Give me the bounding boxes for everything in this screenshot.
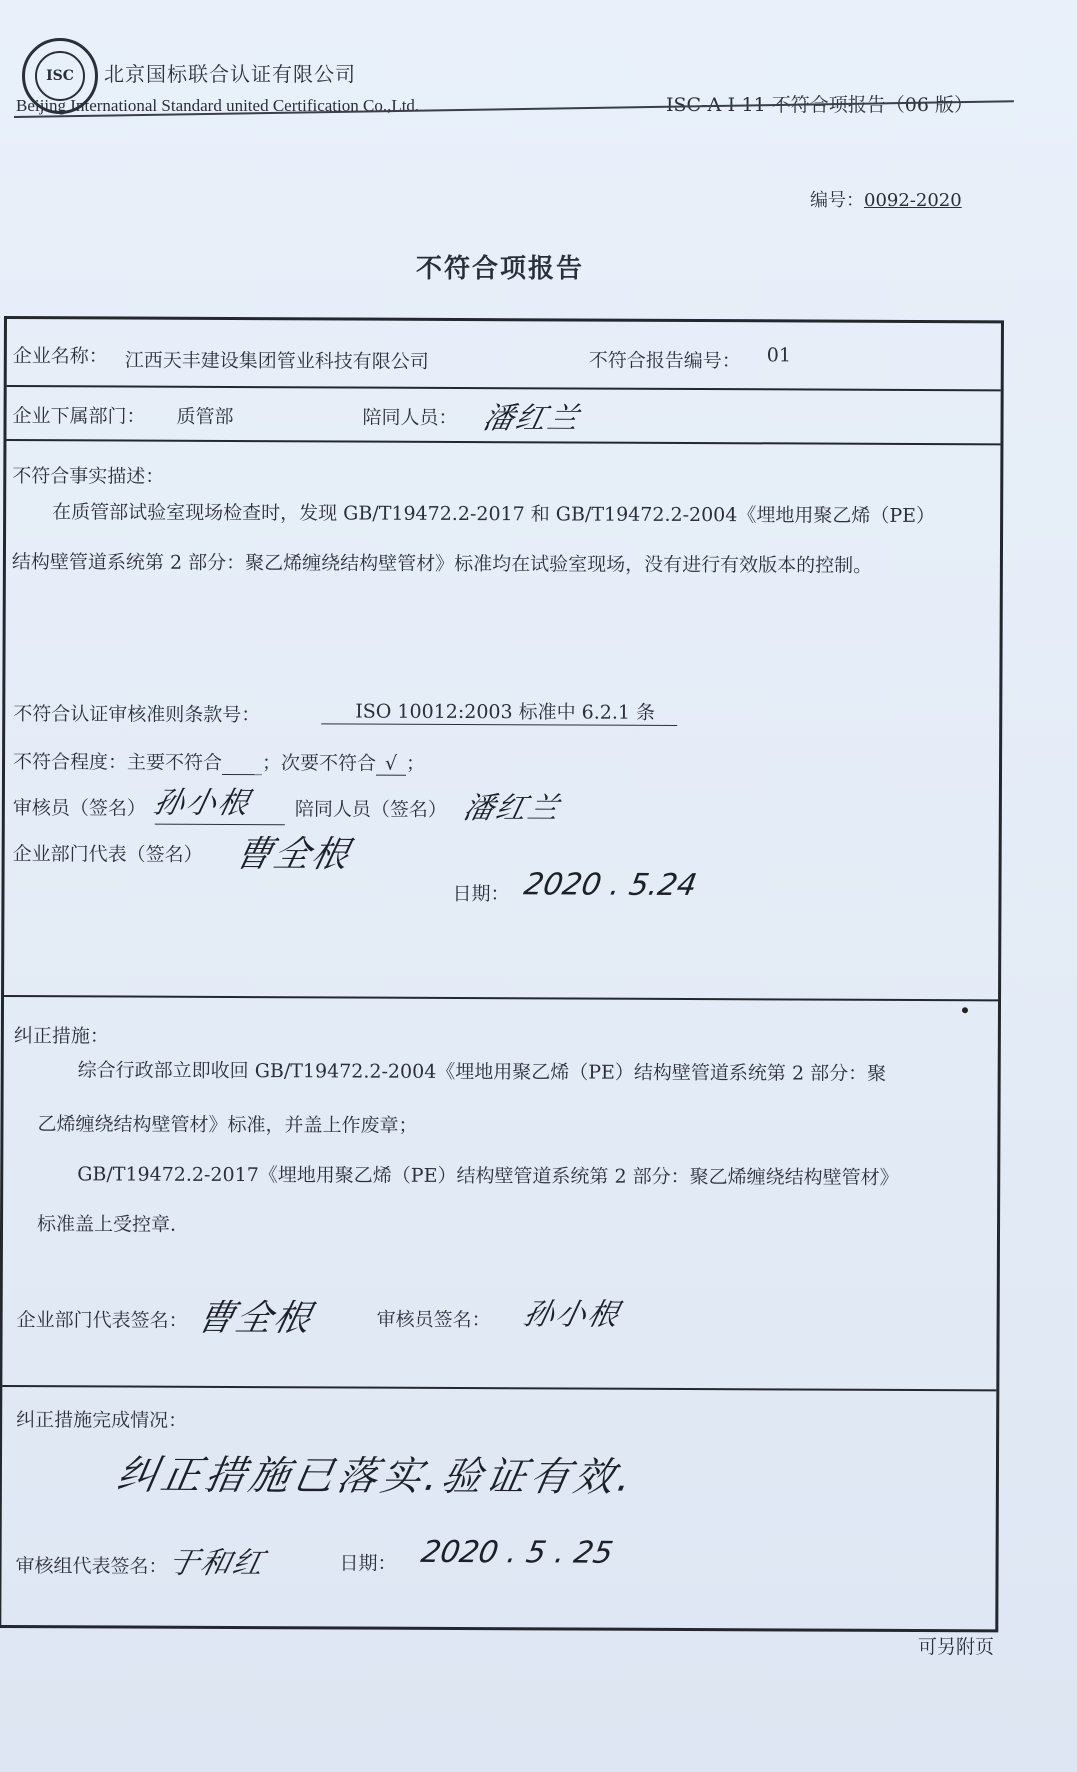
completion-label: 纠正措施完成情况：: [16, 1409, 188, 1432]
team-sign-label: 审核组代表签名：: [15, 1555, 168, 1578]
row-company: [7, 319, 1001, 391]
degree-sep: ；次要不符合: [262, 752, 377, 775]
accompany-sign-signature: 潘红兰: [460, 791, 564, 827]
ink-dot: [962, 1007, 968, 1013]
clause-value-wrap: [321, 696, 677, 726]
company-value: 江西天丰建设集团管业科技有限公司: [124, 349, 429, 373]
corrective-label: 纠正措施：: [13, 1025, 109, 1048]
company-name-en: Beijing International Standard united Certification Co.,Ltd.: [16, 96, 420, 115]
row-completion: [1, 1387, 996, 1629]
row-nonconformity: [4, 441, 1000, 1001]
auditor-sign-line: [155, 824, 285, 826]
document-title: 不符合项报告: [415, 254, 584, 284]
dept-value: 质管部: [176, 405, 234, 429]
serial-label: 编号：: [810, 190, 864, 211]
accompany-sign-label: 陪同人员（签名）: [294, 798, 447, 821]
report-no-label: 不符合报告编号：: [588, 349, 741, 373]
accompany-label: 陪同人员：: [362, 406, 458, 429]
corrective-auditor-signature: 孙小根: [520, 1297, 624, 1333]
dept-label: 企业下属部门：: [12, 405, 146, 428]
degree-line: [13, 747, 425, 776]
degree-end: ；: [406, 752, 426, 775]
corrective-auditor-label: 审核员签名：: [376, 1308, 491, 1332]
fact-line-2: 结构壁管道系统第 2 部分：聚乙烯缠绕结构壁管材》标准均在试验室现场，没有进行有效版本的控制。: [11, 551, 873, 577]
corrective-line-1: 综合行政部立即收回 GB/T19472.2-2004《埋地用聚乙烯（PE）结构壁管道系统第 2 部分：聚: [77, 1059, 887, 1085]
row-department: [6, 387, 1000, 445]
completion-status: 纠正措施已落实.验证有效.: [113, 1452, 639, 1501]
report-form: [0, 316, 1004, 1632]
fact-label: 不符合事实描述：: [12, 465, 165, 488]
degree-minor-mark: √: [376, 753, 406, 776]
degree-major-blank: [222, 752, 262, 775]
completion-date-label: 日期：: [339, 1552, 397, 1575]
serial-value: 0092-2020: [864, 190, 962, 211]
fact-line-1: 在质管部试验室现场检查时，发现 GB/T19472.2-2017 和 GB/T19472.2-2004《埋地用聚乙烯（PE）: [52, 501, 936, 528]
serial-number: [810, 186, 962, 212]
team-signature: 于和红: [165, 1545, 269, 1582]
footer-note: 可另附页: [918, 1636, 995, 1658]
report-no-value: 01: [766, 344, 792, 367]
corrective-rep-label: 企业部门代表签名：: [16, 1309, 188, 1332]
clause-label: 不符合认证审核准则条款号：: [13, 703, 261, 727]
degree-label: 不符合程度：主要不符合: [13, 751, 223, 774]
rep-sign-label: 企业部门代表（签名）: [12, 843, 203, 866]
date-label: 日期：: [452, 882, 510, 906]
corrective-line-3: GB/T19472.2-2017《埋地用聚乙烯（PE）结构壁管道系统第 2 部分：聚乙烯缠绕结构壁管材》: [77, 1163, 899, 1189]
company-name-cn: 北京国标联合认证有限公司: [104, 62, 356, 86]
row-corrective-action: [2, 997, 998, 1391]
auditor-signature: 孙小根: [150, 785, 254, 822]
accompany-signature: 潘红兰: [480, 401, 584, 437]
completion-date-value: 2020 . 5 . 25: [418, 1534, 616, 1571]
auditor-sign-label: 审核员（签名）: [12, 797, 146, 820]
corrective-line-2: 乙烯缠绕结构壁管材》标准，并盖上作废章；: [37, 1113, 418, 1137]
company-label: 企业名称：: [12, 345, 108, 368]
logo-text: ISC: [35, 51, 85, 101]
clause-value: ISO 10012:2003 标准中 6.2.1 条: [321, 696, 677, 726]
date-value: 2020 . 5.24: [521, 867, 700, 904]
rep-signature: 曹全根: [231, 834, 355, 876]
corrective-line-4: 标准盖上受控章.: [36, 1213, 177, 1236]
corrective-rep-signature: 曹全根: [193, 1297, 317, 1340]
form-code: ISC-A-I-11 不符合项报告（06 版）: [666, 94, 973, 116]
